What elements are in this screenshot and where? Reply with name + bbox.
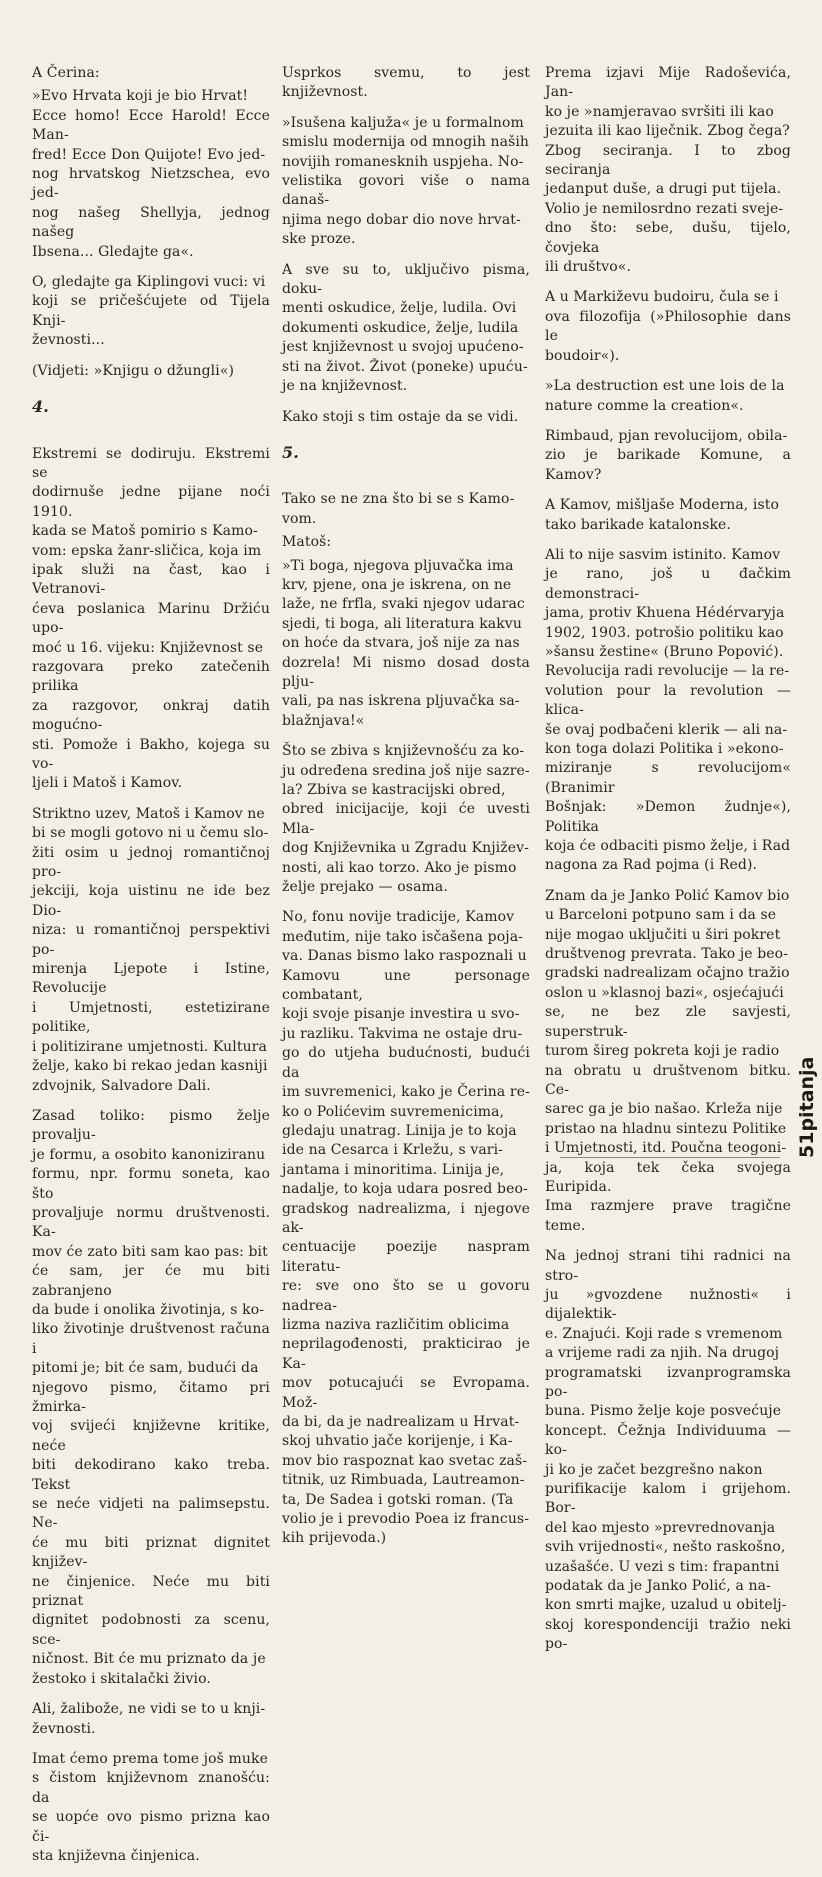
paragraph: Prema izjavi Mije Radoševića, Jan- ko je »namjeravao svršiti ili kao jezuita ili kao liječnik. Zbog čega? Zbog seciranja. I to zbog seciranja jedanput duše, a drugi put tijela. Volio je nemilosrdno rezati sveje- dno što: sebe, dušu, tijelo, čovjeka ili društvo«. [545, 65, 791, 276]
paragraph: Kako stoji s tim ostaje da se vidi. [282, 408, 519, 425]
paragraph: O, gledajte ga Kiplingovi vuci: vi koji se pričešćujete od Tijela Knji- ževnosti... [32, 274, 270, 349]
quote-paragraph: »Evo Hrvata koji je bio Hrvat! Ecce homo! Ecce Harold! Ecce Man- fred! Ecce Don Quijote! Evo jed- nog hrvatskog Nietzschea, evo jed- nog našeg Shellyja, jednog našeg Ibsena... Gledajte ga«. [32, 88, 270, 260]
paragraph: Usprkos svemu, to jest književnost. [282, 65, 530, 101]
text-column-3 [545, 64, 791, 1666]
paragraph: A Čerina: [32, 65, 100, 81]
page-number: 51 [796, 1131, 818, 1158]
paragraph: A Kamov, mišljaše Moderna, isto tako barikade katalonske. [545, 497, 780, 533]
text-column-1 [32, 64, 270, 1877]
paragraph: »Isušena kaljuža« je u formalnom smislu modernija od mnogih naših novijih romanesknih uspjeha. No- velistika govori više o nama današ- njima nego dobar dio nove hrvat- ske proze. [282, 114, 530, 248]
paragraph: Matoš: [282, 534, 332, 551]
paragraph: No, fonu novije tradicije, Kamov međutim, nije tako isčašena poja- va. Danas bismo lako raspoznali u Kamovu une personage combatant, koji svoje pisanje investira u svo- ju razliku. Takvima ne ostaje dru- go do utjeha budućnosti, budući da im suvremenici, kako je Čerina re- ko o Polićevim suvremenicima, gledaju unatrag. Linija je to koja ide na Cesarca i Krležu, s vari- jantama i minoritima. Linija je, nadalje, to koja udara posred beo- gradskog nadrealizma, i njegove ak- centuacije poezije naspram literatu- re: sve ono što se u govoru nadrea- lizma naziva različitim oblicima neprilagođenosti, prakticirao je Ka- mov potucajući se Evropama. Mož- da bi, da je nadrealizam u Hrvat- skoj uhvatio jače korijenje, i Ka- mov bio raspoznat kao svetac zaš- titnik, uz Rimbuada, Lautreamon- ta, De Sadea i gotski roman. (Ta volio je i prevodio Poea iz francus- kih prijevoda.) [282, 909, 530, 1547]
paragraph: Tako se ne zna što bi se s Kamo- vom. [282, 491, 515, 527]
paragraph: Zasad toliko: pismo želje provalju- je formu, a osobito kanoniziranu formu, npr. formu soneta, kao što provaljuje normu društvenosti. Ka- mov će zato biti sam kao pas: bit će sam, jer će mu biti zabranjeno da bude i onolika životinja, s ko- liko životinje društvenost računa i pitomi je; bit će sam, budući da njegovo pismo, čitamo pri žmirka- voj svijeći književne kritike, neće biti dekodirano kako treba. Tekst se neće vidjeti na palimsepstu. Ne- će mu biti priznat dignitet književ- ne činjenice. Neće mu biti priznat dignitet podobnosti za scenu, sce- ničnost. Bit će mu priznato da je žestoko i skitalački živio. [32, 1107, 270, 1687]
reference-line: (Vidjeti: »Knjigu o džungli«) [32, 362, 235, 379]
paragraph: Striktno uzev, Matoš i Kamov ne bi se mogli gotovo ni u čemu slo- žiti osim u jednoj romantičnoj pro- jekciji, koja uistinu ne ide bez Dio- niza: u romantičnoj perspektivi po- mirenja Ljepote i Istine, Revolucije i Umjetnosti, estetizirane politike, i politizirane umjetnosti. Kultura želje, kako bi rekao jedan kasniji zdvojnik, Salvadore Dali. [32, 805, 270, 1094]
paragraph: Znam da je Janko Polić Kamov bio u Barceloni potpuno sam i da se nije mogao uključiti u širi pokret društvenog prevrata. Tako je beo- gradski nadrealizam očajno tražio oslon u »klasnoj bazi«, osjećajući se, ne bez zle savjesti, superstruk- turom šireg pokreta koji je radio na obratu u društvenom bitku. Ce- sarec ga je bio našao. Krleža nije pristao na hladnu sintezu Politike i Umjetnosti, itd. Poučna teogoni- ja, koja tek čeka svojega Euripida. Ima razmjere prave tragične teme. [545, 887, 791, 1234]
paragraph: Ali, žalibože, ne vidi se to u knji- ževnosti. [32, 1701, 266, 1737]
paragraph: A sve su to, uključivo pisma, doku- menti oskudice, želje, ludila. Ovi dokumenti oskudice, želje, ludila jest književnost u svojoj upućeno- sti na život. Život (poneke) upuću- je na književnost. [282, 261, 530, 395]
paragraph: Ekstremi se dodiruju. Ekstremi se dodirnuše jedne pijane noći 1910. kada se Matoš pomirio s Kamo- vom: epska žanr-sličica, koja im ipak služi na čast, kao i Vetranovi- ćeva poslanica Marinu Držiću upo- moć u 16. vijeku: Književnost se razgovara preko zatečenih prilika za razgovor, onkraj datih mogućno- sti. Pomože i Bakho, kojega su vo- ljeli i Matoš i Kamov. [32, 445, 270, 792]
paragraph: Što se zbiva s književnošću za ko- ju određena sredina još nije sazre- la? Zbiva se kastracijski obred, obred inicijacije, koji će uvesti Mla- dog Književnika u Zgradu Književ- nosti, ali kao torzo. Ako je pismo želje prejako — osama. [282, 743, 530, 896]
journal-name: pitanja [796, 1056, 818, 1132]
paragraph: Ali to nije sasvim istinito. Kamov je rano, još u đačkim demonstraci- jama, protiv Khuena Hédérvaryja 1902, 1903. potrošio politiku kao »šansu žestine« (Bruno Popović). Revolucija radi revolucije — la re- volution pour la revolution — klica- še ovaj podbačeni klerik — ali na- kon toga dolazi Politika i »ekono- miziranje s revolucijom« (Branimir Bošnjak: »Demon žudnje«), Politika koja će odbaciti pismo želje, i Rad nagona za Rad pojma (i Red). [545, 546, 791, 874]
page-marker-text [793, 1038, 821, 1158]
page-marker-logo [793, 1038, 821, 1158]
paragraph: »La destruction est une lois de la nature comme la creation«. [545, 378, 785, 414]
paragraph: Imat ćemo prema tome još muke s čistom književnom znanošću: da se uopće ovo pismo prizna kao či- sta književna činjenica. [32, 1750, 270, 1864]
section-number: 5. [282, 442, 299, 462]
section-number: 4. [32, 397, 49, 417]
quote-paragraph: »Ti boga, njegova pljuvačka ima krv, pjene, ona je iskrena, on ne laže, ne frfla, svaki njegov udarac sjedi, ti boga, ali literatura kakvu on hoće da stvara, još nije za nas dozrela! Mi nismo dosad dosta plju- vali, pa nas iskrena pljuvačka sa- blažnjava!« [282, 557, 530, 729]
text-column-2 [282, 64, 530, 1560]
paragraph: Na jednoj strani tihi radnici na stro- ju »gvozdene nužnosti« i dijalektik- e. Znajući. Koji rade s vremenom a vrijeme radi za njih. Na drugoj programatski izvanprogramska po- buna. Pismo želje koje posvećuje koncept. Čežnja Individuuma — ko- ji ko je začet bezgrešno nakon purifikacije kalom i grijehom. Bor- del kao mjesto »prevrednovanja svih vrijednosti«, nešto raskošno, uzašašće. U vezi s tim: frapantni podatak da je Janko Polić, a na- kon smrti majke, uzalud u obitelj- skoj korespondenciji tražio neki po- [545, 1248, 791, 1653]
footer-rule [560, 1157, 780, 1158]
paragraph: Rimbaud, pjan revolucijom, obila- zio je barikade Komune, a Kamov? [545, 427, 791, 483]
paragraph: A u Markiževu budoiru, čula se i ova filozofija (»Philosophie dans le boudoir«). [545, 289, 791, 364]
